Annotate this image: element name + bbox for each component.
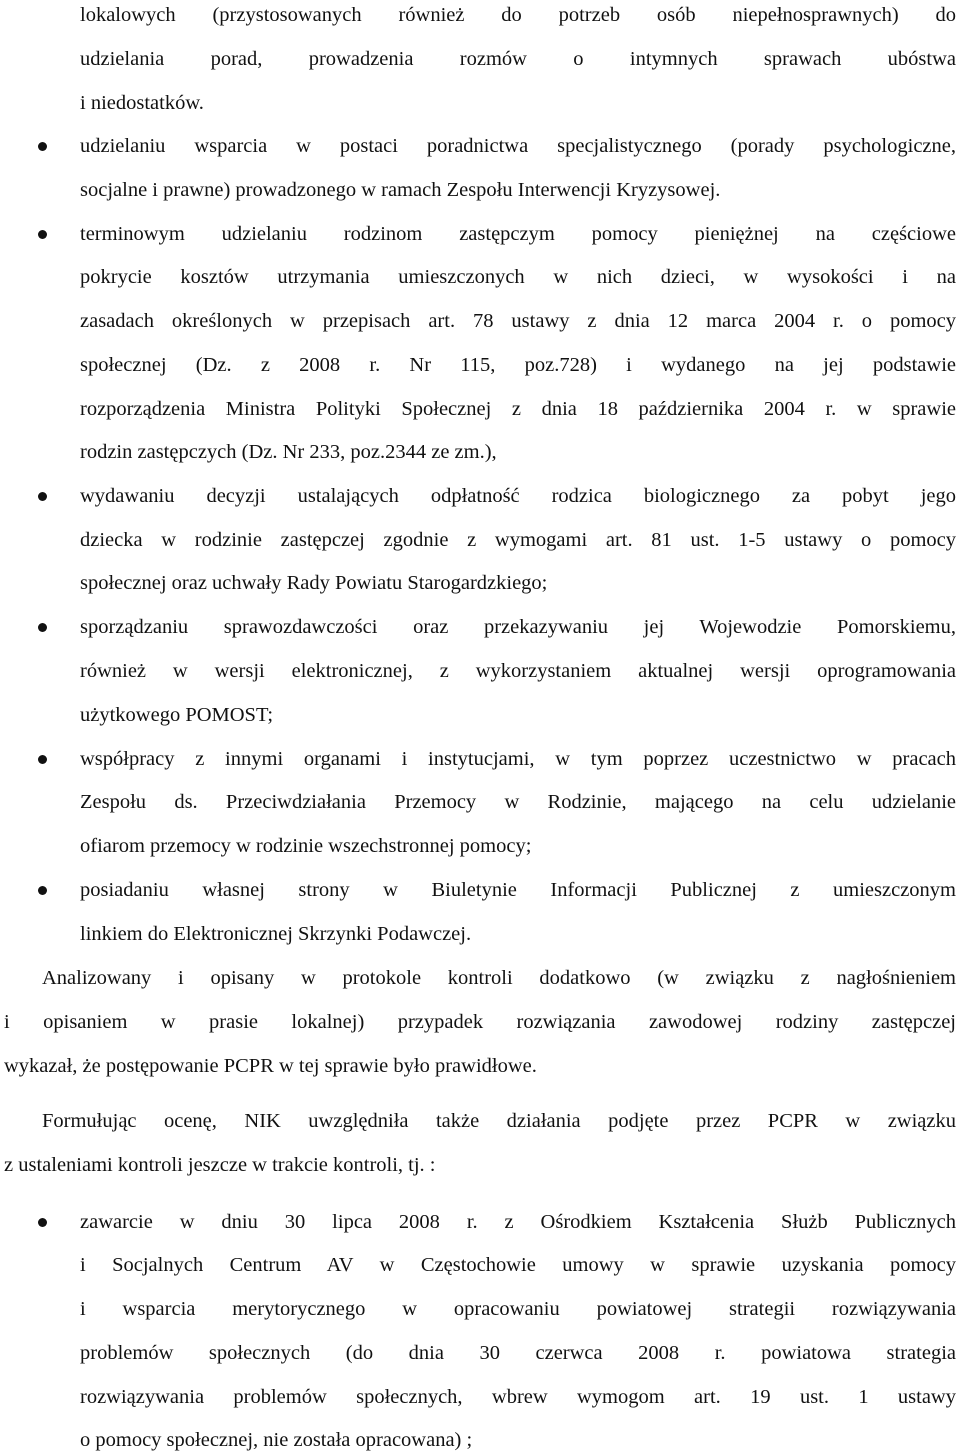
text-line: rodzin zastępczych (Dz. Nr 233, poz.2344 ze zm.), bbox=[80, 441, 497, 463]
text-line: i Socjalnych Centrum AV w Częstochowie umowy w sprawie uzyskania pomocy bbox=[80, 1254, 956, 1276]
text-line: rozwiązywania problemów społecznych, wbrew wymogom art. 19 ust. 1 ustawy bbox=[80, 1386, 956, 1408]
bullet-marker bbox=[38, 1218, 47, 1227]
text-line: współpracy z innymi organami i instytucjami, w tym poprzez uczestnictwo w pracach bbox=[80, 748, 956, 770]
text-line: zawarcie w dniu 30 lipca 2008 r. z Ośrodkiem Kształcenia Służb Publicznych bbox=[80, 1211, 956, 1233]
text-line: lokalowych (przystosowanych również do potrzeb osób niepełnosprawnych) do bbox=[80, 4, 956, 26]
bullet-marker bbox=[38, 142, 47, 151]
text-line: wydawaniu decyzji ustalających odpłatność rodzica biologicznego za pobyt jego bbox=[80, 485, 956, 507]
text-line: problemów społecznych (do dnia 30 czerwca 2008 r. powiatowa strategia bbox=[80, 1342, 956, 1364]
text-line: terminowym udzielaniu rodzinom zastępczym pomocy pieniężnej na częściowe bbox=[80, 223, 956, 245]
bullet-marker bbox=[38, 230, 47, 239]
text-line: dziecka w rodzinie zastępczej zgodnie z wymogami art. 81 ust. 1-5 ustawy o pomocy bbox=[80, 529, 956, 551]
text-line: ofiarom przemocy w rodzinie wszechstronnej pomocy; bbox=[80, 835, 532, 857]
bullet-marker bbox=[38, 492, 47, 501]
bullet-marker bbox=[38, 886, 47, 895]
text-line: udzielaniu wsparcia w postaci poradnictwa specjalistycznego (porady psychologiczne, bbox=[80, 135, 956, 157]
text-line: sporządzaniu sprawozdawczości oraz przekazywaniu jej Wojewodzie Pomorskiemu, bbox=[80, 616, 956, 638]
bullet-marker bbox=[38, 623, 47, 632]
text-line: i opisaniem w prasie lokalnej) przypadek rozwiązania zawodowej rodziny zastępczej bbox=[4, 1011, 956, 1033]
text-line: socjalne i prawne) prowadzonego w ramach Zespołu Interwencji Kryzysowej. bbox=[80, 179, 721, 201]
text-line: pokrycie kosztów utrzymania umieszczonych w nich dzieci, w wysokości i na bbox=[80, 266, 956, 288]
text-line: społecznej oraz uchwały Rady Powiatu Starogardzkiego; bbox=[80, 572, 548, 594]
text-line: również w wersji elektronicznej, z wykorzystaniem aktualnej wersji oprogramowania bbox=[80, 660, 956, 682]
text-line: zasadach określonych w przepisach art. 78 ustawy z dnia 12 marca 2004 r. o pomocy bbox=[80, 310, 956, 332]
text-line: z ustaleniami kontroli jeszcze w trakcie kontroli, tj. : bbox=[4, 1154, 436, 1176]
text-line: posiadaniu własnej strony w Biuletynie Informacji Publicznej z umieszczonym bbox=[80, 879, 956, 901]
text-line: o pomocy społecznej, nie została opracowana) ; bbox=[80, 1429, 473, 1451]
text-line: użytkowego POMOST; bbox=[80, 704, 274, 726]
text-line: i niedostatków. bbox=[80, 92, 204, 114]
text-line: Formułując ocenę, NIK uwzględniła także działania podjęte przez PCPR w związku bbox=[42, 1110, 956, 1132]
text-line: udzielania porad, prowadzenia rozmów o intymnych sprawach ubóstwa bbox=[80, 48, 956, 70]
text-line: społecznej (Dz. z 2008 r. Nr 115, poz.728) i wydanego na jej podstawie bbox=[80, 354, 956, 376]
bullet-marker bbox=[38, 755, 47, 764]
text-line: Zespołu ds. Przeciwdziałania Przemocy w Rodzinie, mającego na celu udzielanie bbox=[80, 791, 956, 813]
text-line: i wsparcia merytorycznego w opracowaniu powiatowej strategii rozwiązywania bbox=[80, 1298, 956, 1320]
text-line: Analizowany i opisany w protokole kontroli dodatkowo (w związku z nagłośnieniem bbox=[42, 967, 956, 989]
text-line: linkiem do Elektronicznej Skrzynki Podawczej. bbox=[80, 923, 472, 945]
text-line: rozporządzenia Ministra Polityki Społecznej z dnia 18 października 2004 r. w sprawie bbox=[80, 398, 956, 420]
text-line: wykazał, że postępowanie PCPR w tej sprawie było prawidłowe. bbox=[4, 1055, 537, 1077]
